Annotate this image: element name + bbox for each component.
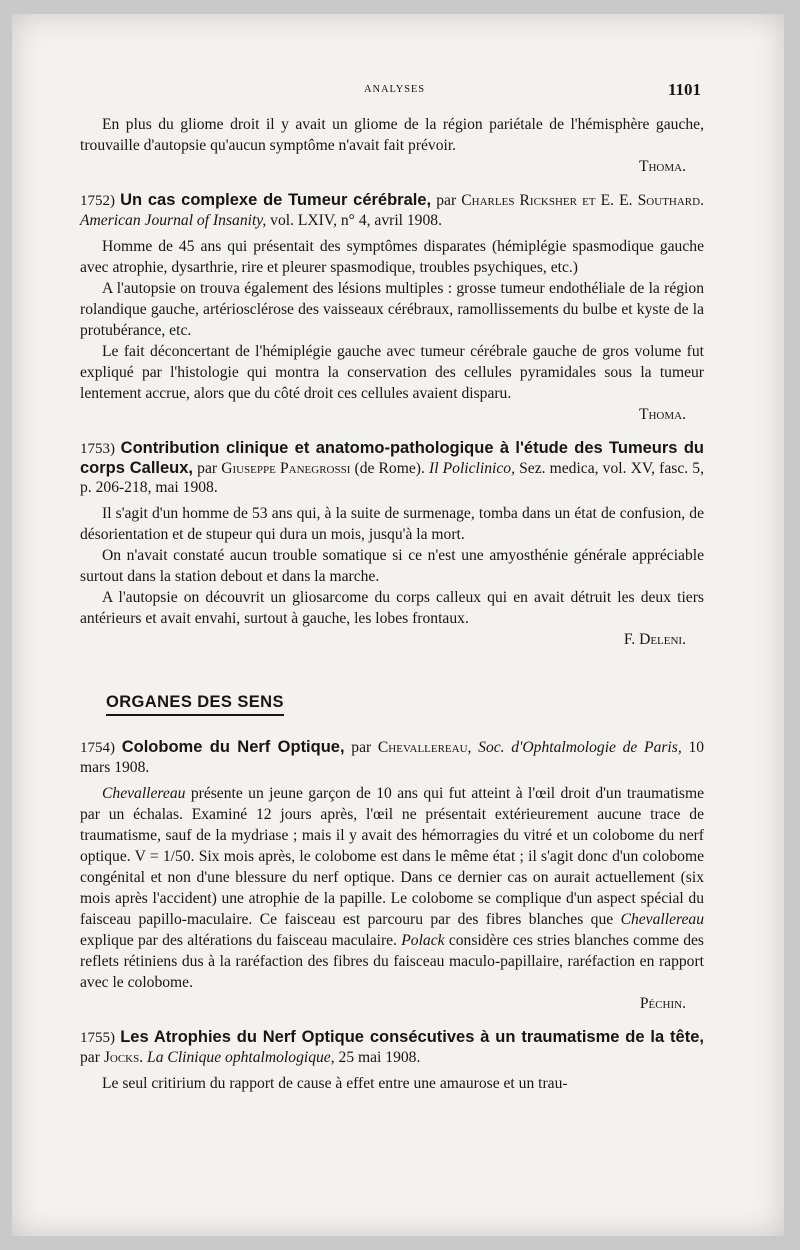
by-word: par [351,739,372,756]
abstract-paragraph: Homme de 45 ans qui présentait des symptômes disparates (hémiplégie spasmodique gauche avec atrophie, dysarthrie, rire et pleurer spasmodique, troubles psychiques, etc.) [80,238,704,276]
abstract-paragraph [80,783,704,993]
abstract-place: (de Rome). [354,460,425,477]
abstract-signature: Péchin. [639,995,686,1012]
abstract-number: 1753) [80,441,115,457]
abstract-paragraph: On n'avait constaté aucun trouble somatique si ce n'est une amyosthénie générale appréciable surtout dans la station debout et dans la marche. [80,547,704,585]
abstract-journal: American Journal of Insanity, [80,212,267,229]
abstract-1752-heading [80,191,704,230]
section-wrapper [80,650,704,738]
person-name: Chevallereau [102,785,186,802]
abstract-journal: La Clinique ophtalmologique, [147,1049,335,1066]
person-name: Polack [401,932,445,949]
abstract-signature: F. Deleni. [623,631,686,648]
running-head: ANALYSES [364,84,425,95]
abstract-number: 1754) [80,740,115,756]
abstract-authors: Jocks. [103,1049,144,1066]
abstract-paragraph: A l'autopsie on trouva également des lésions multiples : grosse tumeur endothéliale de la région rolandique gauche, artériosclérose des vaisseaux cérébraux, ramollissements du bulbe et kyste de la protubérance, etc. [80,280,704,339]
abstract-reference: Sez. medica, vol. XV, fasc. 5, p. 206-218, mai 1908. [80,460,704,496]
abstract-title: Les Atrophies du Nerf Optique consécutives à un traumatisme de la tête, [120,1028,704,1046]
abstract-1755 [80,1028,704,1094]
abstract-title: Colobome du Nerf Optique, [121,738,345,756]
page-header [0,80,800,102]
intro-paragraph: En plus du gliome droit il y avait un gliome de la région pariétale de l'hémisphère gauche, trouvaille d'autopsie qu'aucun symptôme n'avait fait prévoir. [80,116,704,154]
abstract-reference: vol. LXIV, n° 4, avril 1908. [270,212,442,229]
section-title: ORGANES DES SENS [106,692,284,716]
abstract-journal: Soc. d'Ophtalmologie de Paris, [478,739,682,756]
abstract-authors: Giuseppe Panegrossi [221,460,351,477]
abstract-journal: Il Policlinico, [429,460,515,477]
paragraph-text: présente un jeune garçon de 10 ans qui fut atteint à l'œil droit d'un traumatisme par un échalas. Examiné 12 jours après, l'œil ne présentait extérieurement aucune trace de traumatisme, sauf de la mydriase ; mais il y avait des hémorragies du vitré et un colobome du nerf optique. V = 1/50. Six mois après, le colobome est dans le même état ; il s'agit donc d'un colobome congénital et non d'une blessure du nerf optique. Dans ce dernier cas on aurait actuellement (six mois après l'accident) une atrophie de la papille. Le colobome se complique d'un aspect spécial du faisceau papillo-maculaire. Ce faisceau est parcouru par des fibres blanches que [80,785,704,928]
abstract-authors: Charles Ricksher et E. E. Southard. [461,192,704,209]
abstract-authors: Chevallereau, [377,739,472,756]
abstract-paragraph: Il s'agit d'un homme de 53 ans qui, à la suite de surmenage, tomba dans un état de confusion, de désorientation et de stupeur qui dura un mois, jusqu'à la mort. [80,505,704,543]
abstract-reference: 25 mai 1908. [338,1049,421,1066]
abstract-number: 1752) [80,193,115,209]
abstract-title: Un cas complexe de Tumeur cérébrale, [120,191,432,209]
abstract-1755-heading [80,1028,704,1067]
page-number: 1101 [668,80,702,99]
intro-signature: Thoma. [638,158,686,175]
abstract-1753 [80,439,704,650]
by-word: par [197,460,218,477]
paragraph-text: explique par des altérations du faisceau maculaire. [80,932,397,949]
by-word: par [436,192,457,209]
abstract-reference: 10 mars 1908. [80,739,705,776]
abstract-paragraph: Le fait déconcertant de l'hémiplégie gauche avec tumeur cérébrale gauche de gros volume fut expliqué par l'histologie qui montra la conservation des cellules pyramidales sous la tumeur lentement accrue, alors que du côté droit ces cellules avaient disparu. [80,343,704,402]
abstract-number: 1755) [80,1030,115,1046]
abstract-paragraph: A l'autopsie on découvrit un gliosarcome du corps calleux qui en avait détruit les deux tiers antérieurs et avait envahi, surtout à gauche, les lobes frontaux. [80,589,704,627]
abstract-1753-heading [80,439,704,497]
abstract-signature: Thoma. [638,406,686,423]
abstract-paragraph: Le seul critirium du rapport de cause à effet entre une amaurose et un trau- [102,1075,568,1092]
abstract-1754-heading [80,738,704,777]
person-name: Chevallereau [620,911,704,928]
page-body [80,114,704,1094]
paragraph-text: considère ces stries blanches comme des reflets rétiniens dus à la raréfaction des fibres du faisceau maculo-papillaire, raréfaction en rapport avec le colobome. [80,932,704,991]
abstract-1752 [80,191,704,425]
abstract-1754 [80,738,704,1014]
by-word: par [80,1049,100,1066]
abstract-title: Contribution clinique et anatomo-pathologique à l'étude des Tumeurs du corps Calleux, [80,439,704,477]
